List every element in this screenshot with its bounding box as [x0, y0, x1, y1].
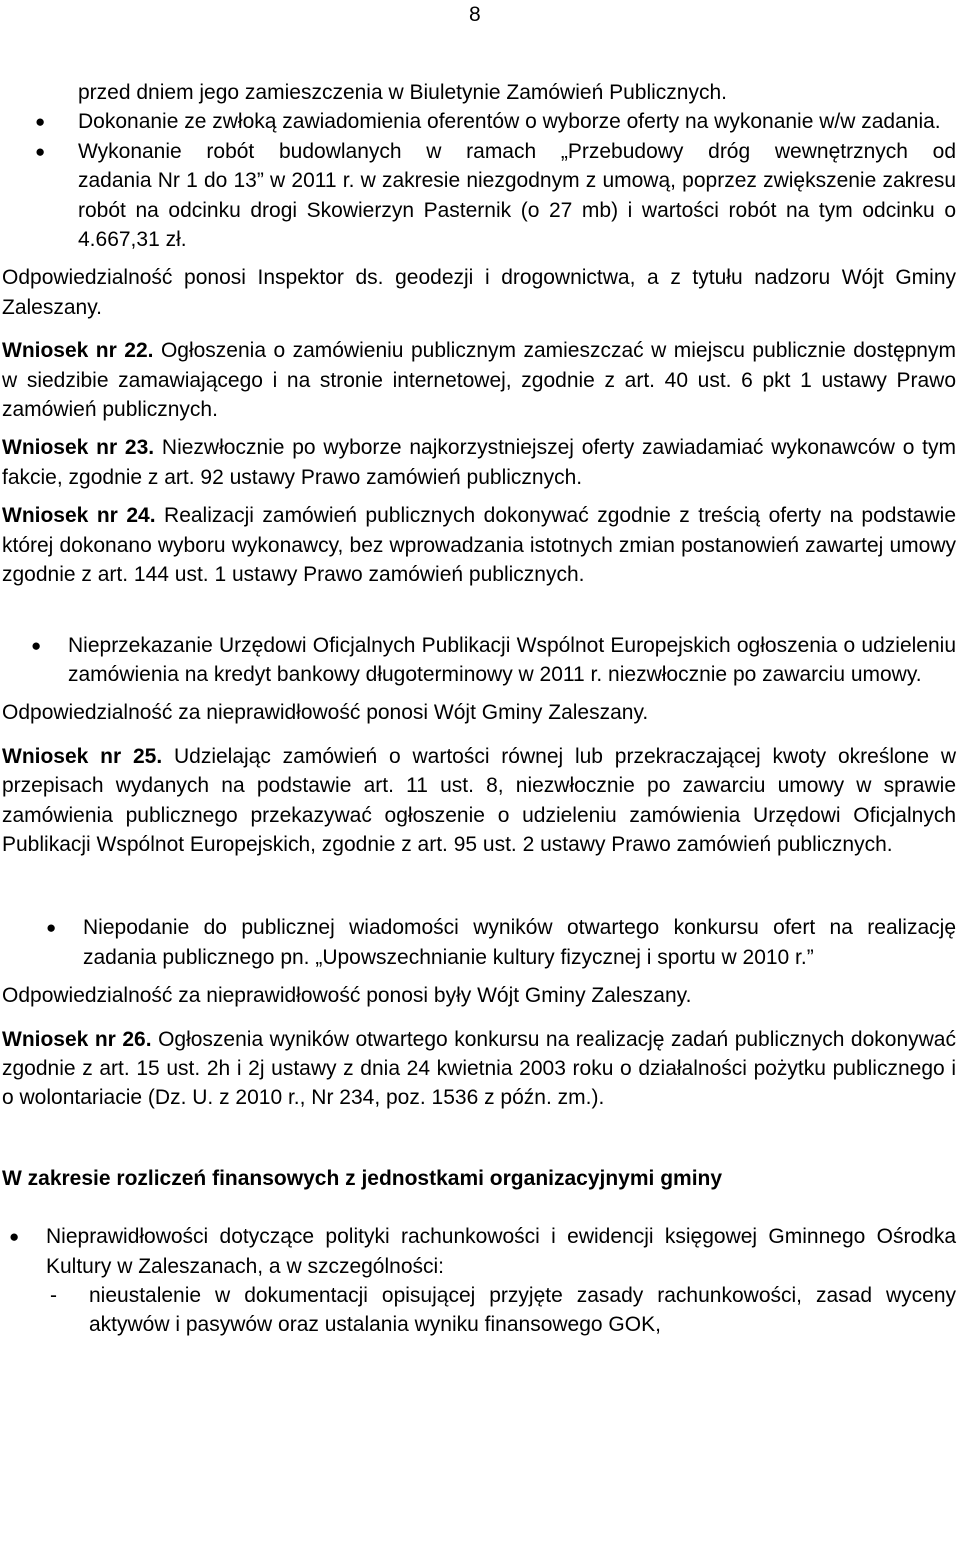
list-item-text: Dokonanie ze zwłoką zawiadomienia oferentów o wyborze oferty na wykonanie w/w zadania. [78, 110, 941, 134]
sub-list-item [44, 1281, 956, 1340]
section-heading: W zakresie rozliczeń finansowych z jednostkami organizacyjnymi gminy [2, 1166, 723, 1190]
recommendation-label: Wniosek nr 23. [2, 436, 155, 460]
document-body [0, 78, 956, 1340]
recommendation-label: Wniosek nr 25. [2, 744, 163, 768]
recommendation-text: Udzielając zamówień o wartości równej lub przekraczającej kwoty określone w przepisach wydanych na podstawie art. 11 ust. 8, niezwłocznie po zawarciu umowy w sprawie zamówienia publicznego przekazywać ogłoszenie o udzieleniu zamówienia Urzędowi Oficjalnych Publikacji Wspólnot Europejskich, zgodnie z art. 95 ust. 2 ustawy Prawo zamówień publicznych. [2, 744, 956, 856]
recommendation-26 [2, 1025, 956, 1113]
bullet-icon: ● [9, 1227, 20, 1247]
list-item [0, 913, 956, 972]
bullet-icon: ● [35, 112, 46, 132]
list-item-text-line1: Wykonanie robót budowlanych w ramach „Przebudowy dróg wewnętrznych od [78, 139, 956, 163]
recommendation-label: Wniosek nr 26. [2, 1027, 152, 1051]
sub-list-item-text: nieustalenie w dokumentacji opisującej przyjęte zasady rachunkowości, zasad wyceny aktywów i pasywów oraz ustalania wyniku finansowego GOK, [89, 1284, 956, 1337]
list-item-text: Niepodanie do publicznej wiadomości wyników otwartego konkursu ofert na realizację zadania publicznego pn. „Upowszechnianie kultury fizycznej i sportu w 2010 r.” [83, 916, 956, 969]
recommendation-text: Ogłoszenia wyników otwartego konkursu na realizację zadań publicznych dokonywać zgodnie z art. 15 ust. 2h i 2j ustawy z dnia 24 kwietnia 2003 roku o działalności pożytku publicznego i o wolontariacie (Dz. U. z 2010 r., Nr 234, poz. 1536 z późn. zm.). [2, 1027, 956, 1110]
list-item [0, 1222, 956, 1340]
dash-marker: - [50, 1284, 57, 1307]
recommendation-25 [2, 742, 956, 860]
page-number: 8 [469, 3, 481, 26]
recommendation-label: Wniosek nr 24. [2, 504, 156, 528]
bullet-icon: ● [31, 635, 42, 655]
responsibility-text: Odpowiedzialność za nieprawidłowość ponosi były Wójt Gminy Zaleszany. [2, 984, 692, 1008]
bullet-icon: ● [46, 918, 57, 938]
responsibility-text: Odpowiedzialność ponosi Inspektor ds. geodezji i drogownictwa, a z tytułu nadzoru Wójt Gminy Zaleszany. [2, 266, 956, 319]
recommendation-text: Niezwłocznie po wyborze najkorzystniejszej oferty zawiadamiać wykonawców o tym fakcie, zgodnie z art. 92 ustawy Prawo zamówień publicznych. [2, 436, 957, 489]
irregularities-list [0, 78, 956, 254]
recommendation-22 [2, 336, 956, 424]
list-item [0, 631, 956, 690]
recommendation-24 [2, 501, 956, 589]
recommendation-label: Wniosek nr 22. [2, 339, 154, 363]
list-continuation-text: przed dniem jego zamieszczenia w Biuletynie Zamówień Publicznych. [78, 81, 727, 104]
list-item-text: Nieprzekazanie Urzędowi Oficjalnych Publikacji Wspólnot Europejskich ogłoszenia o udzieleniu zamówienia na kredyt bankowy długoterminowy w 2011 r. niezwłocznie po zawarciu umowy. [68, 633, 956, 686]
recommendation-23 [2, 433, 956, 492]
list-item-text: Nieprawidłowości dotyczące polityki rachunkowości i ewidencji księgowej Gminnego Ośrodka Kultury w Zaleszanach, a w szczególności: [46, 1225, 956, 1278]
list-item [35, 137, 956, 255]
recommendation-text: Ogłoszenia o zamówieniu publicznym zamieszczać w miejscu publicznie dostępnym w siedzibie zamawiającego i na stronie internetowej, zgodnie z art. 40 ust. 6 pkt 1 ustawy Prawo zamówień publicznych. [2, 339, 956, 422]
bullet-icon: ● [35, 141, 46, 161]
list-item-text: zadania Nr 1 do 13” w 2011 r. w zakresie niezgodnym z umową, poprzez zwiększenie zakresu robót na odcinku drogi Skowierzyn Pasternik (o 27 mb) i wartości robót na tym odcinku o 4.667,31 zł. [78, 169, 956, 252]
list-item [35, 107, 956, 136]
responsibility-text: Odpowiedzialność za nieprawidłowość ponosi Wójt Gminy Zaleszany. [2, 701, 649, 725]
recommendation-text: Realizacji zamówień publicznych dokonywać zgodnie z treścią oferty na podstawie której dokonano wyboru wykonawcy, bez wprowadzania istotnych zmian postanowień zawartej umowy zgodnie z art. 144 ust. 1 ustawy Prawo zamówień publicznych. [2, 504, 956, 587]
